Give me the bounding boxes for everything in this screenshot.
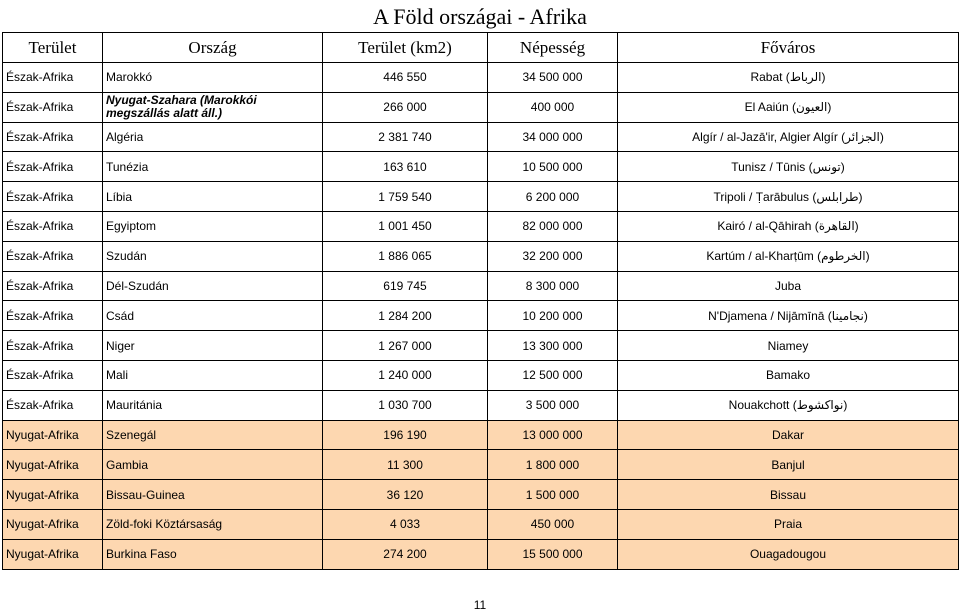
population-cell: 3 500 000 <box>488 390 618 420</box>
country-note: Nyugat-Szahara (Marokkói megszállás alatt áll.) <box>106 93 257 121</box>
table-row <box>3 92 959 122</box>
area-cell: 266 000 <box>323 92 488 122</box>
country-cell: Csád <box>103 301 323 331</box>
region-cell: Észak-Afrika <box>3 122 103 152</box>
capital-cell: Nouakchott (نواكشوط) <box>618 390 959 420</box>
area-cell: 619 745 <box>323 271 488 301</box>
capital-cell: Juba <box>618 271 959 301</box>
area-cell: 1 267 000 <box>323 331 488 361</box>
population-cell: 13 000 000 <box>488 420 618 450</box>
capital-cell: Bissau <box>618 480 959 510</box>
population-cell: 6 200 000 <box>488 182 618 212</box>
table-row <box>3 182 959 212</box>
area-cell: 1 030 700 <box>323 390 488 420</box>
region-cell: Észak-Afrika <box>3 152 103 182</box>
country-cell <box>103 92 323 122</box>
population-cell: 1 800 000 <box>488 450 618 480</box>
area-cell: 196 190 <box>323 420 488 450</box>
region-cell: Nyugat-Afrika <box>3 539 103 569</box>
capital-cell: Bamako <box>618 360 959 390</box>
area-cell: 446 550 <box>323 63 488 93</box>
table-row <box>3 271 959 301</box>
population-cell: 32 200 000 <box>488 241 618 271</box>
population-cell: 15 500 000 <box>488 539 618 569</box>
table-row <box>3 420 959 450</box>
table-row <box>3 390 959 420</box>
capital-cell: Tripoli / Ṭarābulus (طرابلس) <box>618 182 959 212</box>
capital-cell: Niamey <box>618 331 959 361</box>
header-region: Terület <box>3 33 103 63</box>
region-cell: Észak-Afrika <box>3 301 103 331</box>
country-cell: Niger <box>103 331 323 361</box>
region-cell: Észak-Afrika <box>3 271 103 301</box>
population-cell: 10 500 000 <box>488 152 618 182</box>
region-cell: Nyugat-Afrika <box>3 420 103 450</box>
country-cell: Marokkó <box>103 63 323 93</box>
region-cell: Nyugat-Afrika <box>3 509 103 539</box>
region-cell: Észak-Afrika <box>3 63 103 93</box>
header-area: Terület (km2) <box>323 33 488 63</box>
capital-cell: Kairó / al-Qāhirah (القاهرة) <box>618 211 959 241</box>
table-row <box>3 450 959 480</box>
table-row <box>3 360 959 390</box>
table-row <box>3 211 959 241</box>
capital-cell: Dakar <box>618 420 959 450</box>
region-cell: Észak-Afrika <box>3 92 103 122</box>
table-row <box>3 509 959 539</box>
country-cell: Líbia <box>103 182 323 212</box>
country-cell: Szudán <box>103 241 323 271</box>
table-body <box>3 63 959 570</box>
country-cell: Mali <box>103 360 323 390</box>
population-cell: 34 000 000 <box>488 122 618 152</box>
area-cell: 1 240 000 <box>323 360 488 390</box>
area-cell: 274 200 <box>323 539 488 569</box>
capital-cell: Ouagadougou <box>618 539 959 569</box>
area-cell: 1 886 065 <box>323 241 488 271</box>
country-cell: Algéria <box>103 122 323 152</box>
population-cell: 400 000 <box>488 92 618 122</box>
area-cell: 1 001 450 <box>323 211 488 241</box>
country-cell: Szenegál <box>103 420 323 450</box>
header-population: Népesség <box>488 33 618 63</box>
country-cell: Dél-Szudán <box>103 271 323 301</box>
table-row <box>3 152 959 182</box>
population-cell: 13 300 000 <box>488 331 618 361</box>
country-cell: Egyiptom <box>103 211 323 241</box>
area-cell: 1 759 540 <box>323 182 488 212</box>
table-row <box>3 63 959 93</box>
page-title: A Föld országai - Afrika <box>373 4 587 29</box>
country-cell: Bissau-Guinea <box>103 480 323 510</box>
population-cell: 12 500 000 <box>488 360 618 390</box>
population-cell: 34 500 000 <box>488 63 618 93</box>
capital-cell: El Aaiún (العيون) <box>618 92 959 122</box>
capital-cell: Algír / al-Jazā'ir, Algier Algír (الجزائر) <box>618 122 959 152</box>
region-cell: Észak-Afrika <box>3 211 103 241</box>
country-cell: Mauritánia <box>103 390 323 420</box>
table-row <box>3 480 959 510</box>
area-cell: 1 284 200 <box>323 301 488 331</box>
header-country: Ország <box>103 33 323 63</box>
area-cell: 4 033 <box>323 509 488 539</box>
capital-cell: Praia <box>618 509 959 539</box>
capital-cell: Banjul <box>618 450 959 480</box>
region-cell: Nyugat-Afrika <box>3 450 103 480</box>
page-number: 11 <box>473 598 487 612</box>
population-cell: 8 300 000 <box>488 271 618 301</box>
area-cell: 163 610 <box>323 152 488 182</box>
population-cell: 1 500 000 <box>488 480 618 510</box>
region-cell: Észak-Afrika <box>3 241 103 271</box>
region-cell: Észak-Afrika <box>3 360 103 390</box>
region-cell: Észak-Afrika <box>3 331 103 361</box>
country-cell: Gambia <box>103 450 323 480</box>
population-cell: 82 000 000 <box>488 211 618 241</box>
capital-cell: N'Djamena / Nijāmīnā (نجامينا) <box>618 301 959 331</box>
table-row <box>3 539 959 569</box>
region-cell: Észak-Afrika <box>3 390 103 420</box>
table-row <box>3 122 959 152</box>
region-cell: Nyugat-Afrika <box>3 480 103 510</box>
capital-cell: Rabat (الرباط) <box>618 63 959 93</box>
area-cell: 11 300 <box>323 450 488 480</box>
countries-table <box>2 32 959 570</box>
table-row <box>3 301 959 331</box>
capital-cell: Kartúm / al-Kharṭūm (الخرطوم) <box>618 241 959 271</box>
population-cell: 10 200 000 <box>488 301 618 331</box>
table-row <box>3 331 959 361</box>
header-capital: Főváros <box>618 33 959 63</box>
country-cell: Zöld-foki Köztársaság <box>103 509 323 539</box>
area-cell: 2 381 740 <box>323 122 488 152</box>
table-row <box>3 241 959 271</box>
capital-cell: Tunisz / Tūnis (تونس) <box>618 152 959 182</box>
area-cell: 36 120 <box>323 480 488 510</box>
region-cell: Észak-Afrika <box>3 182 103 212</box>
country-cell: Burkina Faso <box>103 539 323 569</box>
country-cell: Tunézia <box>103 152 323 182</box>
header-row <box>3 33 959 63</box>
population-cell: 450 000 <box>488 509 618 539</box>
